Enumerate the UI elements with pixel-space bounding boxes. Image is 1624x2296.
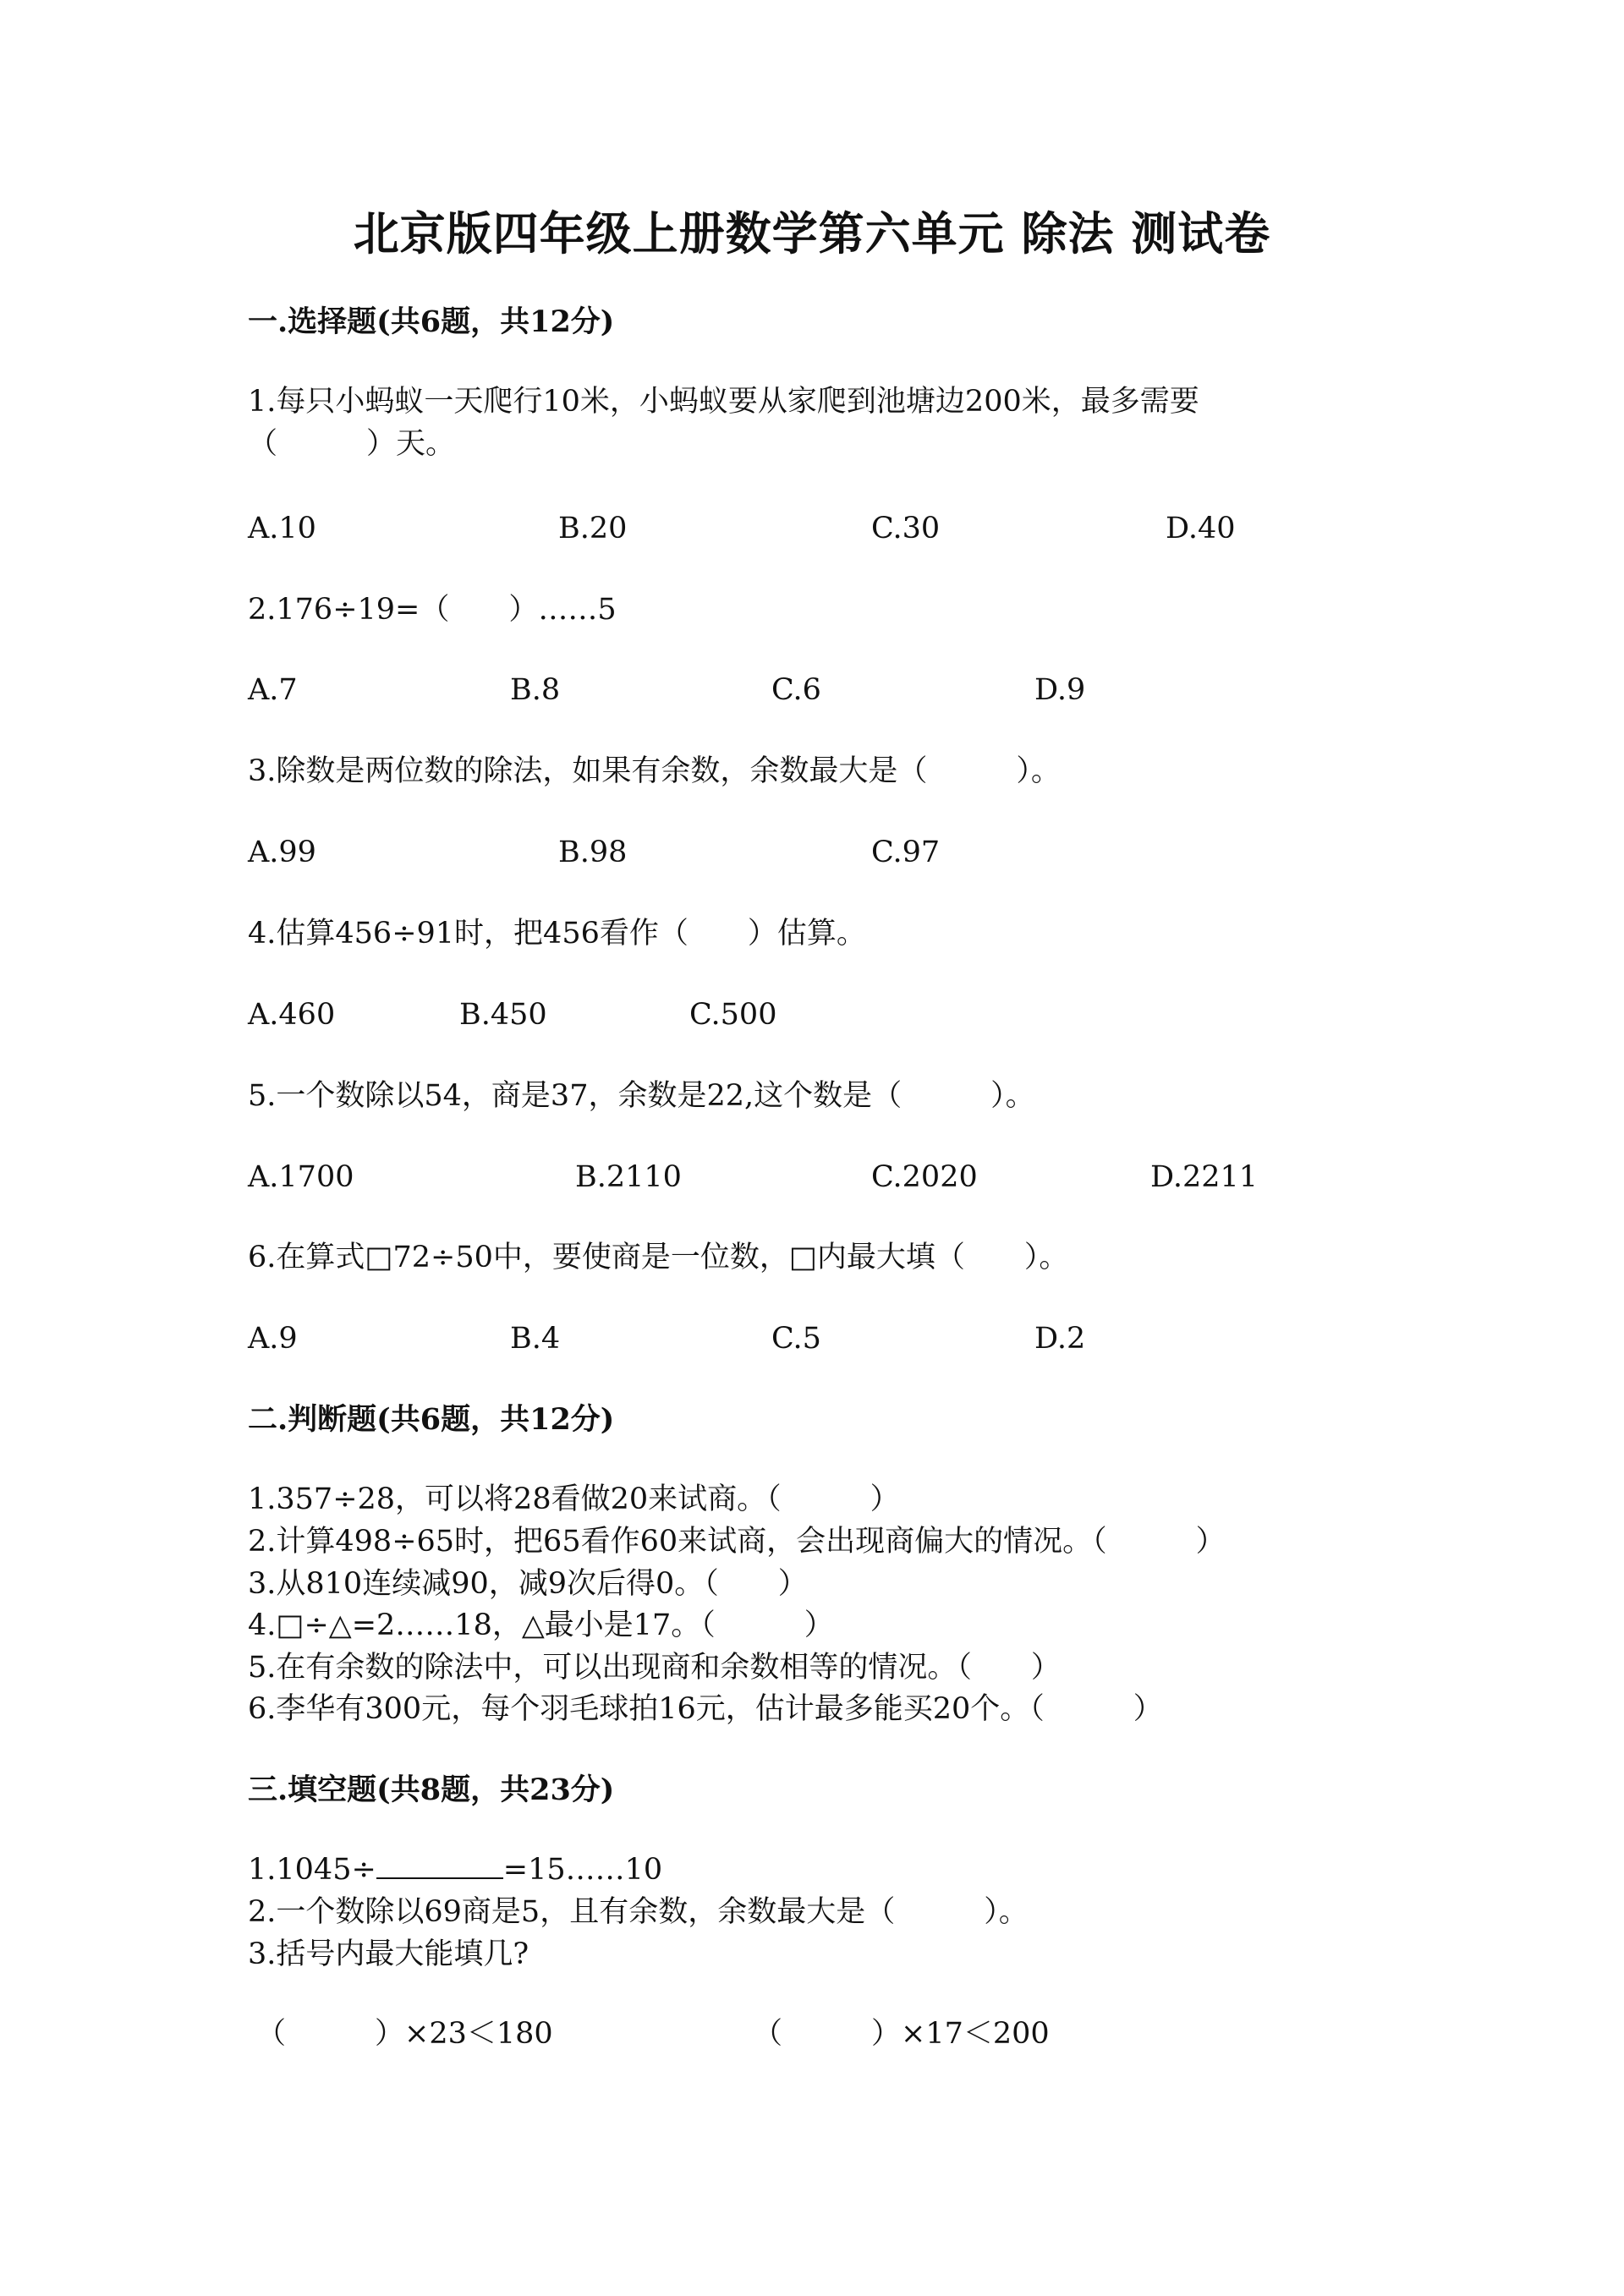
judge-item-2: 2.计算498÷65时，把65看作60来试商，会出现商偏大的情况。（ ） <box>248 1525 1226 1559</box>
judge-item-5: 5.在有余数的除法中，可以出现商和余数相等的情况。（ ） <box>248 1651 1061 1685</box>
choice-q1-option-a: A.10 <box>248 512 316 545</box>
choice-q1-option-b: B.20 <box>558 512 628 545</box>
choice-q5-option-d: D.2211 <box>1150 1160 1259 1194</box>
fill-q1-suffix: =15……10 <box>502 1853 663 1887</box>
choice-q3: 3.除数是两位数的除法，如果有余数，余数最大是（ ）。 <box>248 754 1061 788</box>
choice-q2-option-b: B.8 <box>510 673 561 707</box>
choice-q4-option-b: B.450 <box>459 998 547 1032</box>
choice-q1-option-c: C.30 <box>871 512 941 545</box>
choice-q3-option-a: A.99 <box>248 836 316 869</box>
fill-q3-part-b: （ ）×17＜200 <box>753 2017 1050 2051</box>
choice-q2-option-d: D.9 <box>1034 673 1086 707</box>
choice-q6-option-a: A.9 <box>248 1322 298 1356</box>
section-heading-judgement: 二.判断题(共6题，共12分) <box>248 1402 615 1437</box>
section-heading-fill: 三.填空题(共8题，共23分) <box>248 1773 615 1807</box>
choice-q4-option-a: A.460 <box>248 998 336 1032</box>
choice-q1-line2: （ ）天。 <box>248 427 456 461</box>
fill-q3: 3.括号内最大能填几? <box>248 1937 529 1971</box>
choice-q5: 5.一个数除以54，商是37，余数是22,这个数是（ ）。 <box>248 1079 1035 1113</box>
choice-q4: 4.估算456÷91时，把456看作（ ）估算。 <box>248 917 866 951</box>
choice-q5-option-c: C.2020 <box>871 1160 978 1194</box>
choice-q6: 6.在算式□72÷50中，要使商是一位数，□内最大填（ ）。 <box>248 1241 1069 1274</box>
choice-q1-line1: 1.每只小蚂蚁一天爬行10米，小蚂蚁要从家爬到池塘边200米，最多需要 <box>248 385 1199 419</box>
choice-q2: 2.176÷19=（ ）……5 <box>248 593 617 627</box>
judge-item-6: 6.李华有300元，每个羽毛球拍16元，估计最多能买20个。（ ） <box>248 1692 1163 1726</box>
choice-q2-option-c: C.6 <box>771 673 821 707</box>
choice-q1-option-d: D.40 <box>1166 512 1236 545</box>
choice-q6-option-c: C.5 <box>771 1322 821 1356</box>
choice-q5-option-a: A.1700 <box>248 1160 354 1194</box>
judge-item-1: 1.357÷28，可以将28看做20来试商。（ ） <box>248 1482 900 1516</box>
choice-q6-option-b: B.4 <box>510 1322 561 1356</box>
choice-q4-option-c: C.500 <box>689 998 777 1032</box>
judge-item-3: 3.从810连续减90，减9次后得0。（ ） <box>248 1567 808 1601</box>
fill-q3-part-a: （ ）×23＜180 <box>256 2017 553 2051</box>
page-title: 北京版四年级上册数学第六单元 除法 测试卷 <box>353 206 1271 260</box>
fill-q1-prefix: 1.1045÷ <box>248 1853 376 1887</box>
fill-q1 <box>248 1849 662 1891</box>
choice-q5-option-b: B.2110 <box>575 1160 682 1194</box>
section-heading-choice: 一.选择题(共6题，共12分) <box>248 304 615 339</box>
fill-q1-blank <box>376 1849 503 1879</box>
choice-q3-option-c: C.97 <box>871 836 941 869</box>
choice-q6-option-d: D.2 <box>1034 1322 1086 1356</box>
choice-q2-option-a: A.7 <box>248 673 298 707</box>
fill-q2: 2.一个数除以69商是5，且有余数，余数最大是（ ）。 <box>248 1895 1029 1929</box>
judge-item-4: 4.□÷△=2……18，△最小是17。（ ） <box>248 1608 834 1642</box>
choice-q3-option-b: B.98 <box>558 836 628 869</box>
